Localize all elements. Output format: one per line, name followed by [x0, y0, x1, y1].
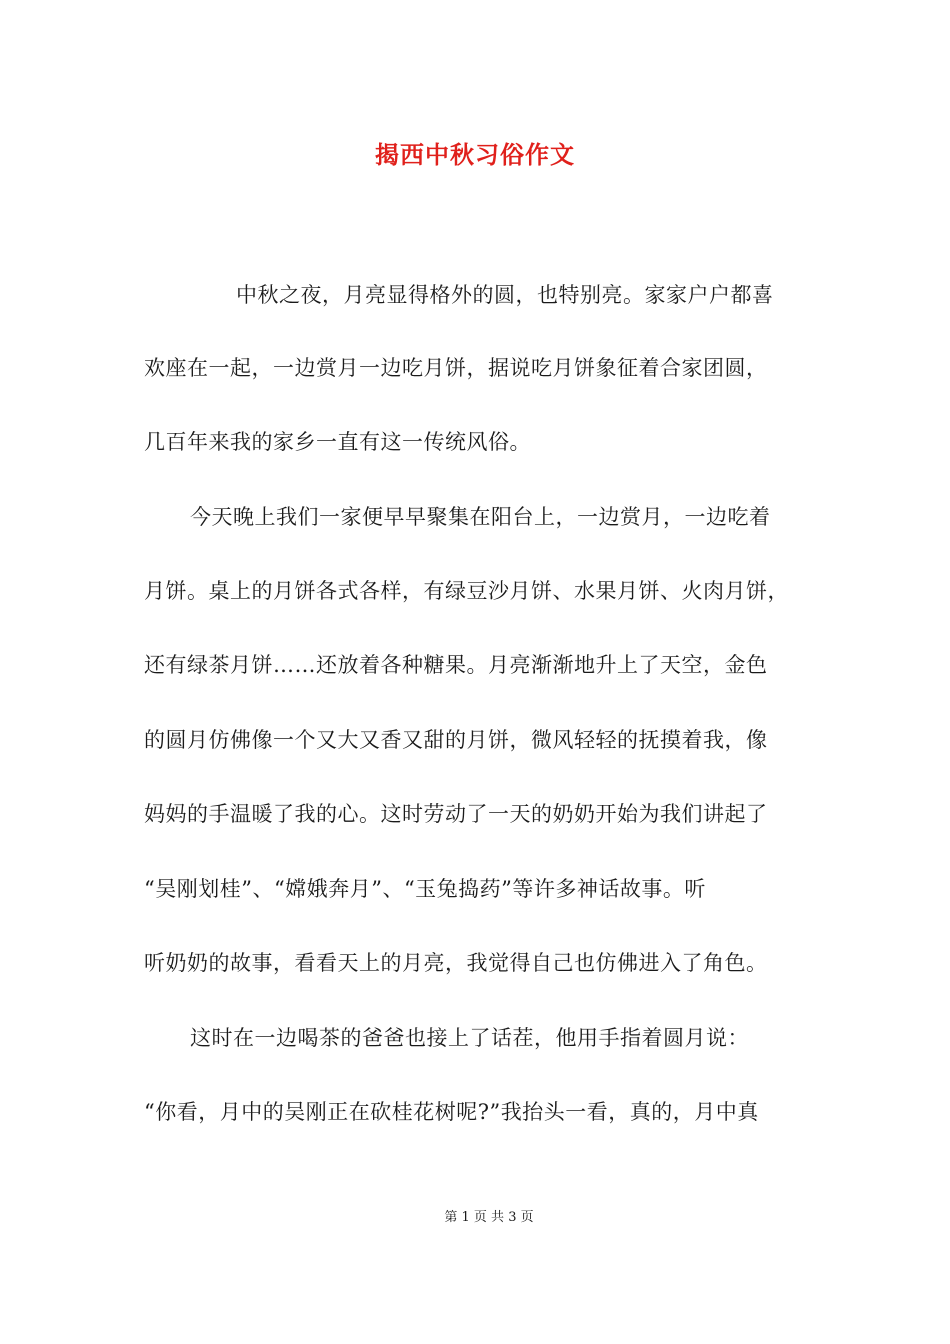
text-line: 今天晚上我们一家便早早聚集在阳台上，一边赏月，一边吃着 — [190, 505, 771, 529]
text-line: 中秋之夜，月亮显得格外的圆，也特别亮。家家户户都喜 — [236, 283, 774, 307]
text-line: 妈妈的手温暖了我的心。这时劳动了一天的奶奶开始为我们讲起了 — [144, 802, 768, 826]
document-title: 揭西中秋习俗作文 — [375, 140, 575, 169]
text-line: 还有绿茶月饼……还放着各种糖果。月亮渐渐地升上了天空，金色 — [144, 653, 768, 677]
text-line: 几百年来我的家乡一直有这一传统风俗。 — [144, 430, 531, 454]
text-line: 欢座在一起，一边赏月一边吃月饼，据说吃月饼象征着合家团圆， — [144, 356, 768, 380]
text-line: “你看，月中的吴刚正在砍桂花树呢?”我抬头一看，真的，月中真 — [144, 1100, 759, 1124]
text-line: 月饼。桌上的月饼各式各样，有绿豆沙月饼、水果月饼、火肉月饼， — [144, 579, 789, 603]
text-line: 的圆月仿佛像一个又大又香又甜的月饼，微风轻轻的抚摸着我，像 — [144, 728, 768, 752]
text-line: 听奶奶的故事，看看天上的月亮，我觉得自己也仿佛进入了角色。 — [144, 951, 768, 975]
page-footer: 第 1 页 共 3 页 — [444, 1210, 534, 1225]
text-line: “吴刚划桂”、“嫦娥奔月”、“玉兔捣药”等许多神话故事。听 — [144, 877, 706, 901]
text-line: 这时在一边喝茶的爸爸也接上了话茬，他用手指着圆月说： — [190, 1026, 749, 1050]
